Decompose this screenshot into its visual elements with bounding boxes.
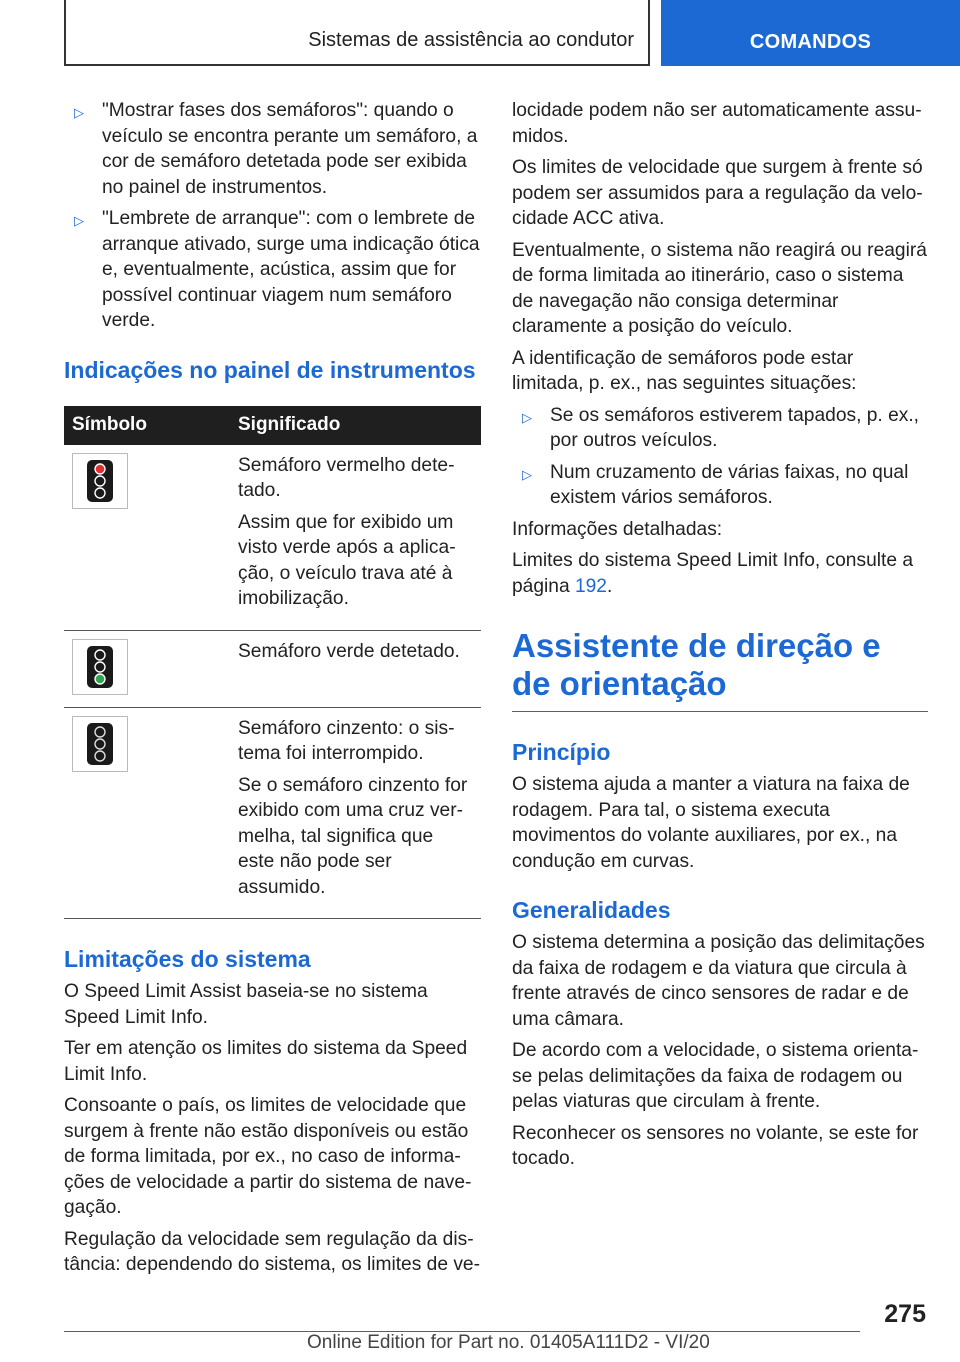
meaning-text: Semáforo vermelho detetado.: [238, 454, 455, 501]
bullet-text: Se os semáforos estiverem tapados, p. ex., por outros veículos.: [550, 404, 920, 451]
triangle-bullet-icon: ▷: [522, 466, 532, 482]
triangle-bullet-icon: ▷: [74, 213, 84, 228]
paragraph: Os limites de velocidade que surgem à frente só podem ser assumidos para a regulação da velocidade ACC ativa.: [512, 157, 923, 229]
paragraph: locidade podem não ser automaticamente assumidos.: [512, 100, 922, 147]
bullet-text: "Mostrar fases dos semáforos": quando o veículo se encontra perante um semáforo, a cor de semáforo detetada pode ser exibida no painel de instrumentos.: [102, 100, 478, 198]
column-header-symbol: Símbolo: [64, 406, 230, 445]
section-heading-principio: Princípio: [512, 739, 611, 765]
meaning-text: Assim que for exibido um visto verde após a aplicação, o veículo trava até à imobilização.: [238, 511, 456, 609]
meaning-text: Semáforo cinzento: o sistema foi interrompido.: [238, 717, 455, 764]
list-item: [512, 460, 928, 511]
list-item: [64, 206, 481, 334]
reference-end: .: [606, 575, 613, 597]
paragraph: Consoante o país, os limites de velocidade que surgem à frente não estão disponíveis ou estão de forma limitada, por ex., no caso de informações de velocidade a partir do sistema de navegação.: [64, 1095, 472, 1218]
paragraph: Informações detalhadas:: [512, 518, 723, 540]
paragraph: O Speed Limit Assist baseia-se no sistema Speed Limit Info.: [64, 981, 428, 1028]
paragraph: Eventualmente, o sistema não reagirá ou reagirá de forma limitada ao itinerário, caso o sistema de navegação não consiga determinar claramente a posição do veículo.: [512, 239, 927, 337]
section-heading-limitacoes: Limitações do sistema: [64, 946, 311, 972]
section-title: Sistemas de assistência ao condutor: [308, 29, 634, 51]
column-header-meaning: Significado: [230, 406, 481, 445]
meaning-text: Semáforo verde detetado.: [238, 640, 460, 662]
reference-text: Limites do sistema Speed Limit Info, consulte a página: [512, 550, 914, 597]
traffic-light-grey-icon: [72, 716, 128, 772]
footer-edition: Online Edition for Part no. 01405A111D2 - VI/20: [307, 1332, 710, 1353]
traffic-light-red-icon: [72, 453, 128, 509]
page-link[interactable]: 192: [574, 575, 607, 597]
table-row: [64, 445, 481, 631]
paragraph: A identificação de semáforos pode estar limitada, p. ex., nas seguintes situações:: [512, 347, 857, 394]
section-heading-indicacoes: Indicações no painel de instrumentos: [64, 356, 476, 383]
list-item: [64, 98, 481, 200]
chapter-heading: Assistente de direção e de orientação: [512, 627, 928, 712]
running-header-chapter: [661, 0, 960, 66]
paragraph: O sistema ajuda a manter a viatura na faixa de rodagem. Para tal, o sistema executa movimentos do volante auxiliares, por ex., na condução em curvas.: [512, 774, 910, 872]
table-row: [64, 630, 481, 707]
cross-reference: [512, 548, 928, 599]
meaning-text: Se o semáforo cinzento for exibido com uma cruz vermelha, tal significa que este não pode ser assumido.: [238, 774, 468, 898]
left-column: [64, 98, 481, 1284]
page-number: 275: [884, 1300, 926, 1328]
running-header-section: [64, 0, 650, 66]
paragraph: O sistema determina a posição das delimitações da faixa de rodagem e da viatura que circula à frente através de cinco sensores de radar e de uma câmara.: [512, 932, 925, 1030]
paragraph: Reconhecer os sensores no volante, se este for tocado.: [512, 1122, 919, 1169]
bullet-text: "Lembrete de arranque": com o lembrete de arranque ativado, surge uma indicação ótica e, eventualmente, acústica, assim que for possível continuar viagem num semáforo verde.: [102, 208, 480, 331]
paragraph: Ter em atenção os limites do sistema da Speed Limit Info.: [64, 1038, 468, 1085]
triangle-bullet-icon: ▷: [74, 105, 84, 120]
chapter-title: COMANDOS: [749, 31, 872, 53]
symbol-table: [64, 406, 481, 920]
triangle-bullet-icon: ▷: [522, 409, 532, 425]
table-header-row: [64, 406, 481, 445]
paragraph: De acordo com a velocidade, o sistema orienta-se pelas delimitações da faixa de rodagem ou pelas viaturas que circulam à frente.: [512, 1040, 919, 1112]
list-item: [512, 403, 928, 454]
traffic-light-green-icon: [72, 639, 128, 695]
section-heading-generalidades: Generalidades: [512, 897, 671, 923]
paragraph: Regulação da velocidade sem regulação da distância: dependendo do sistema, os limites de ve-: [64, 1228, 480, 1275]
bullet-text: Num cruzamento de várias faixas, no qual existem vários semáforos.: [550, 461, 909, 508]
table-row: [64, 707, 481, 919]
right-column: [512, 98, 928, 1178]
